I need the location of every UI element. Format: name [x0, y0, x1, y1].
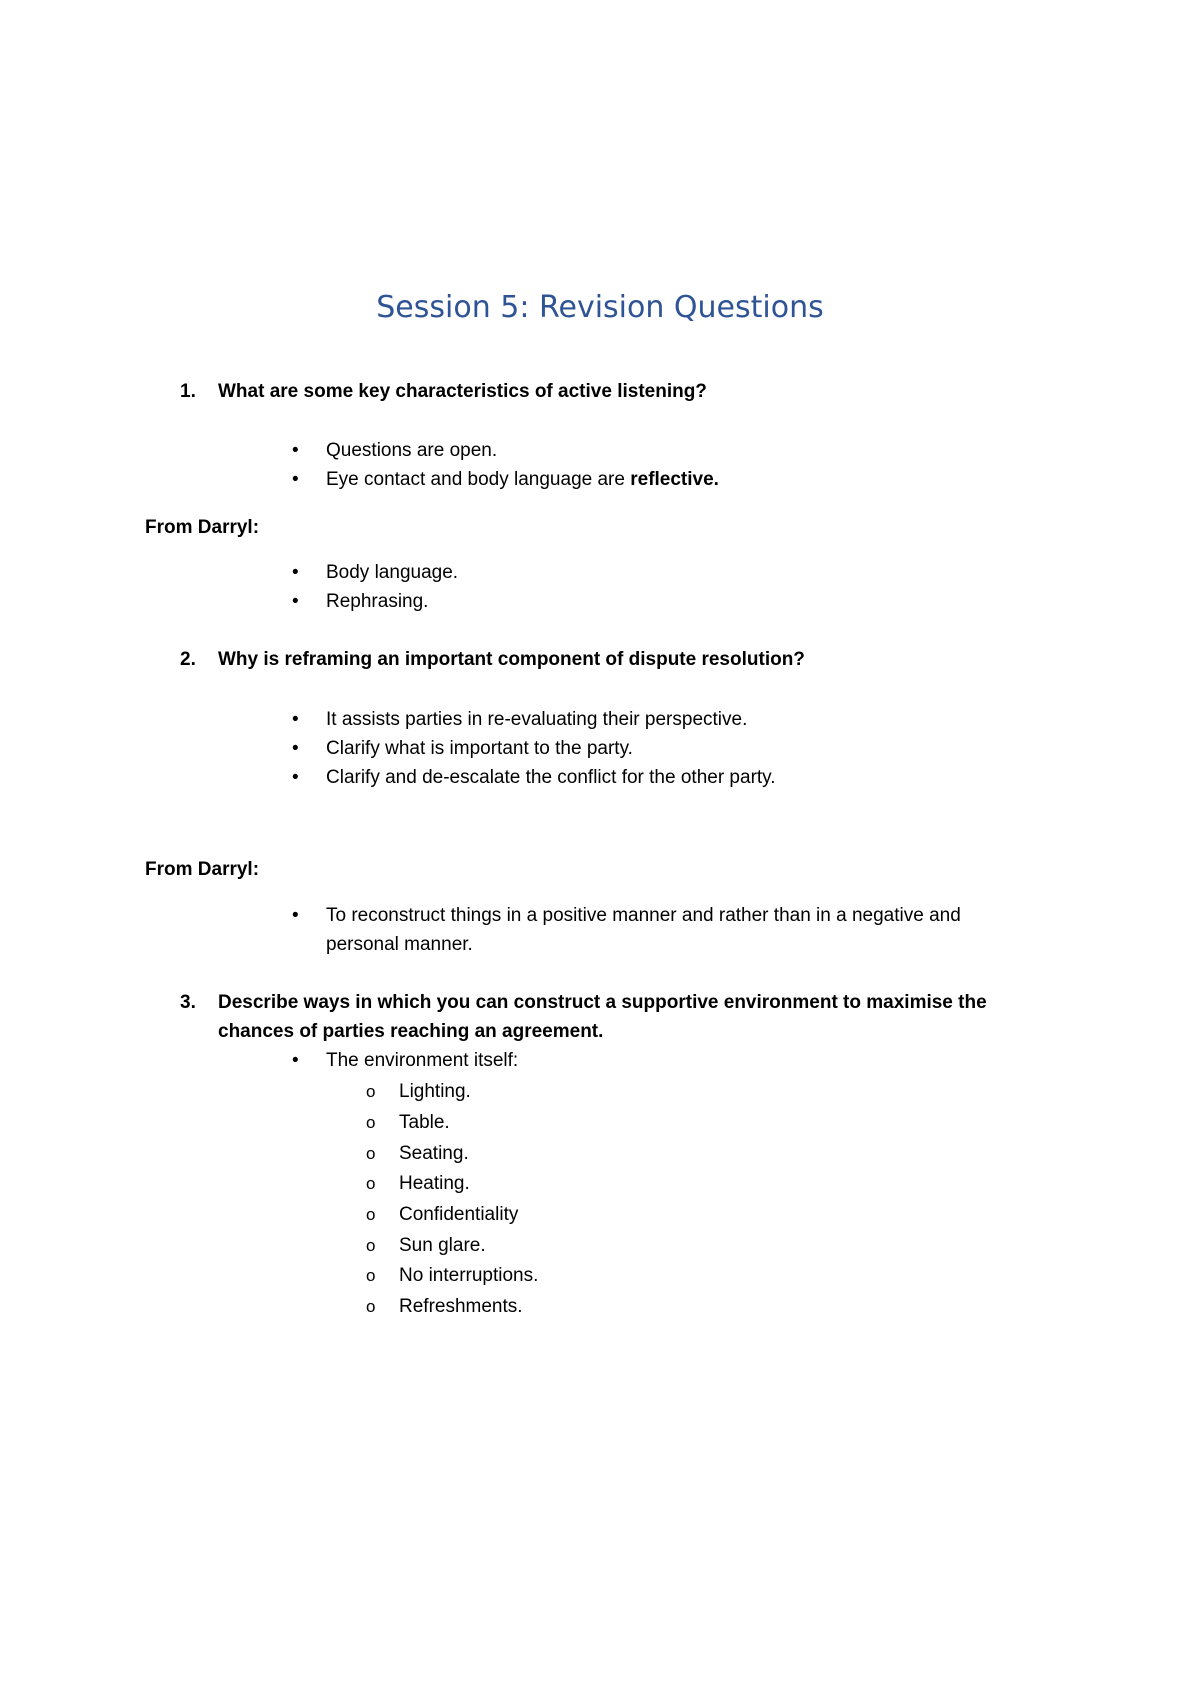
sub-item-text: Lighting.: [399, 1081, 471, 1102]
answer-text: personal manner.: [326, 934, 473, 955]
circle-bullet-icon: o: [366, 1236, 376, 1255]
circle-bullet-icon: o: [366, 1082, 376, 1101]
sub-list-item: [366, 1077, 471, 1106]
question-text: What are some key characteristics of active listening?: [218, 381, 707, 402]
list-item-continuation: [326, 930, 1026, 959]
answer-text: Rephrasing.: [326, 591, 429, 612]
list-item: [292, 436, 1026, 465]
answer-text: It assists parties in re-evaluating their perspective.: [326, 709, 748, 730]
question-number: 2.: [180, 649, 196, 670]
question-text: Why is reframing an important component of dispute resolution?: [218, 649, 805, 670]
page-title: Session 5: Revision Questions: [376, 290, 824, 325]
answer-text: The environment itself:: [326, 1050, 519, 1071]
bullet-icon: •: [292, 562, 299, 583]
bullet-icon: •: [292, 469, 299, 490]
sub-item-text: Sun glare.: [399, 1235, 486, 1256]
list-item: [292, 763, 1026, 792]
sub-list-item: [366, 1169, 470, 1198]
circle-bullet-icon: o: [366, 1144, 376, 1163]
sub-list-item: [366, 1108, 450, 1137]
answer-text: Body language.: [326, 562, 459, 583]
bullet-icon: •: [292, 440, 299, 461]
from-darryl-label: From Darryl:: [145, 517, 260, 538]
circle-bullet-icon: o: [366, 1174, 376, 1193]
answer-text: Questions are open.: [326, 440, 498, 461]
answer-text: Clarify and de-escalate the conflict for the other party.: [326, 767, 776, 788]
sub-list-item: [366, 1261, 539, 1290]
bullet-icon: •: [292, 1050, 299, 1071]
answer-text: Clarify what is important to the party.: [326, 738, 633, 759]
bullet-icon: •: [292, 905, 299, 926]
answer-emphasis: reflective.: [630, 469, 719, 490]
question-2: [180, 645, 1040, 674]
answer-text: To reconstruct things in a positive manner and rather than in a negative and: [326, 905, 961, 926]
sub-item-text: Refreshments.: [399, 1296, 523, 1317]
sub-item-text: Confidentiality: [399, 1204, 519, 1225]
bullet-icon: •: [292, 738, 299, 759]
sub-item-text: Table.: [399, 1112, 450, 1133]
answer-text: Eye contact and body language are: [326, 469, 631, 490]
circle-bullet-icon: o: [366, 1266, 376, 1285]
question-3: [180, 988, 1040, 1017]
list-item: [292, 705, 1026, 734]
bullet-icon: •: [292, 591, 299, 612]
circle-bullet-icon: o: [366, 1297, 376, 1316]
sub-item-text: No interruptions.: [399, 1265, 539, 1286]
question-text: Describe ways in which you can construct a supportive environment to maximise the: [218, 992, 987, 1013]
list-item: [292, 901, 1026, 930]
list-item: [292, 558, 1026, 587]
bullet-icon: •: [292, 767, 299, 788]
sub-list-item: [366, 1139, 469, 1168]
list-item: [292, 587, 1026, 616]
circle-bullet-icon: o: [366, 1113, 376, 1132]
question-3-continuation: [180, 1017, 1040, 1046]
question-number: 1.: [180, 381, 196, 402]
question-1: [180, 377, 1040, 406]
sub-list-item: [366, 1292, 523, 1321]
sub-item-text: Heating.: [399, 1173, 470, 1194]
list-item: [292, 734, 1026, 763]
bullet-icon: •: [292, 709, 299, 730]
list-item: [292, 465, 1026, 494]
sub-list-item: [366, 1231, 486, 1260]
question-number: 3.: [180, 992, 196, 1013]
sub-item-text: Seating.: [399, 1143, 469, 1164]
list-item: [292, 1046, 1026, 1075]
question-text: chances of parties reaching an agreement.: [218, 1021, 604, 1042]
from-darryl-label: From Darryl:: [145, 859, 260, 880]
circle-bullet-icon: o: [366, 1205, 376, 1224]
sub-list-item: [366, 1200, 519, 1229]
